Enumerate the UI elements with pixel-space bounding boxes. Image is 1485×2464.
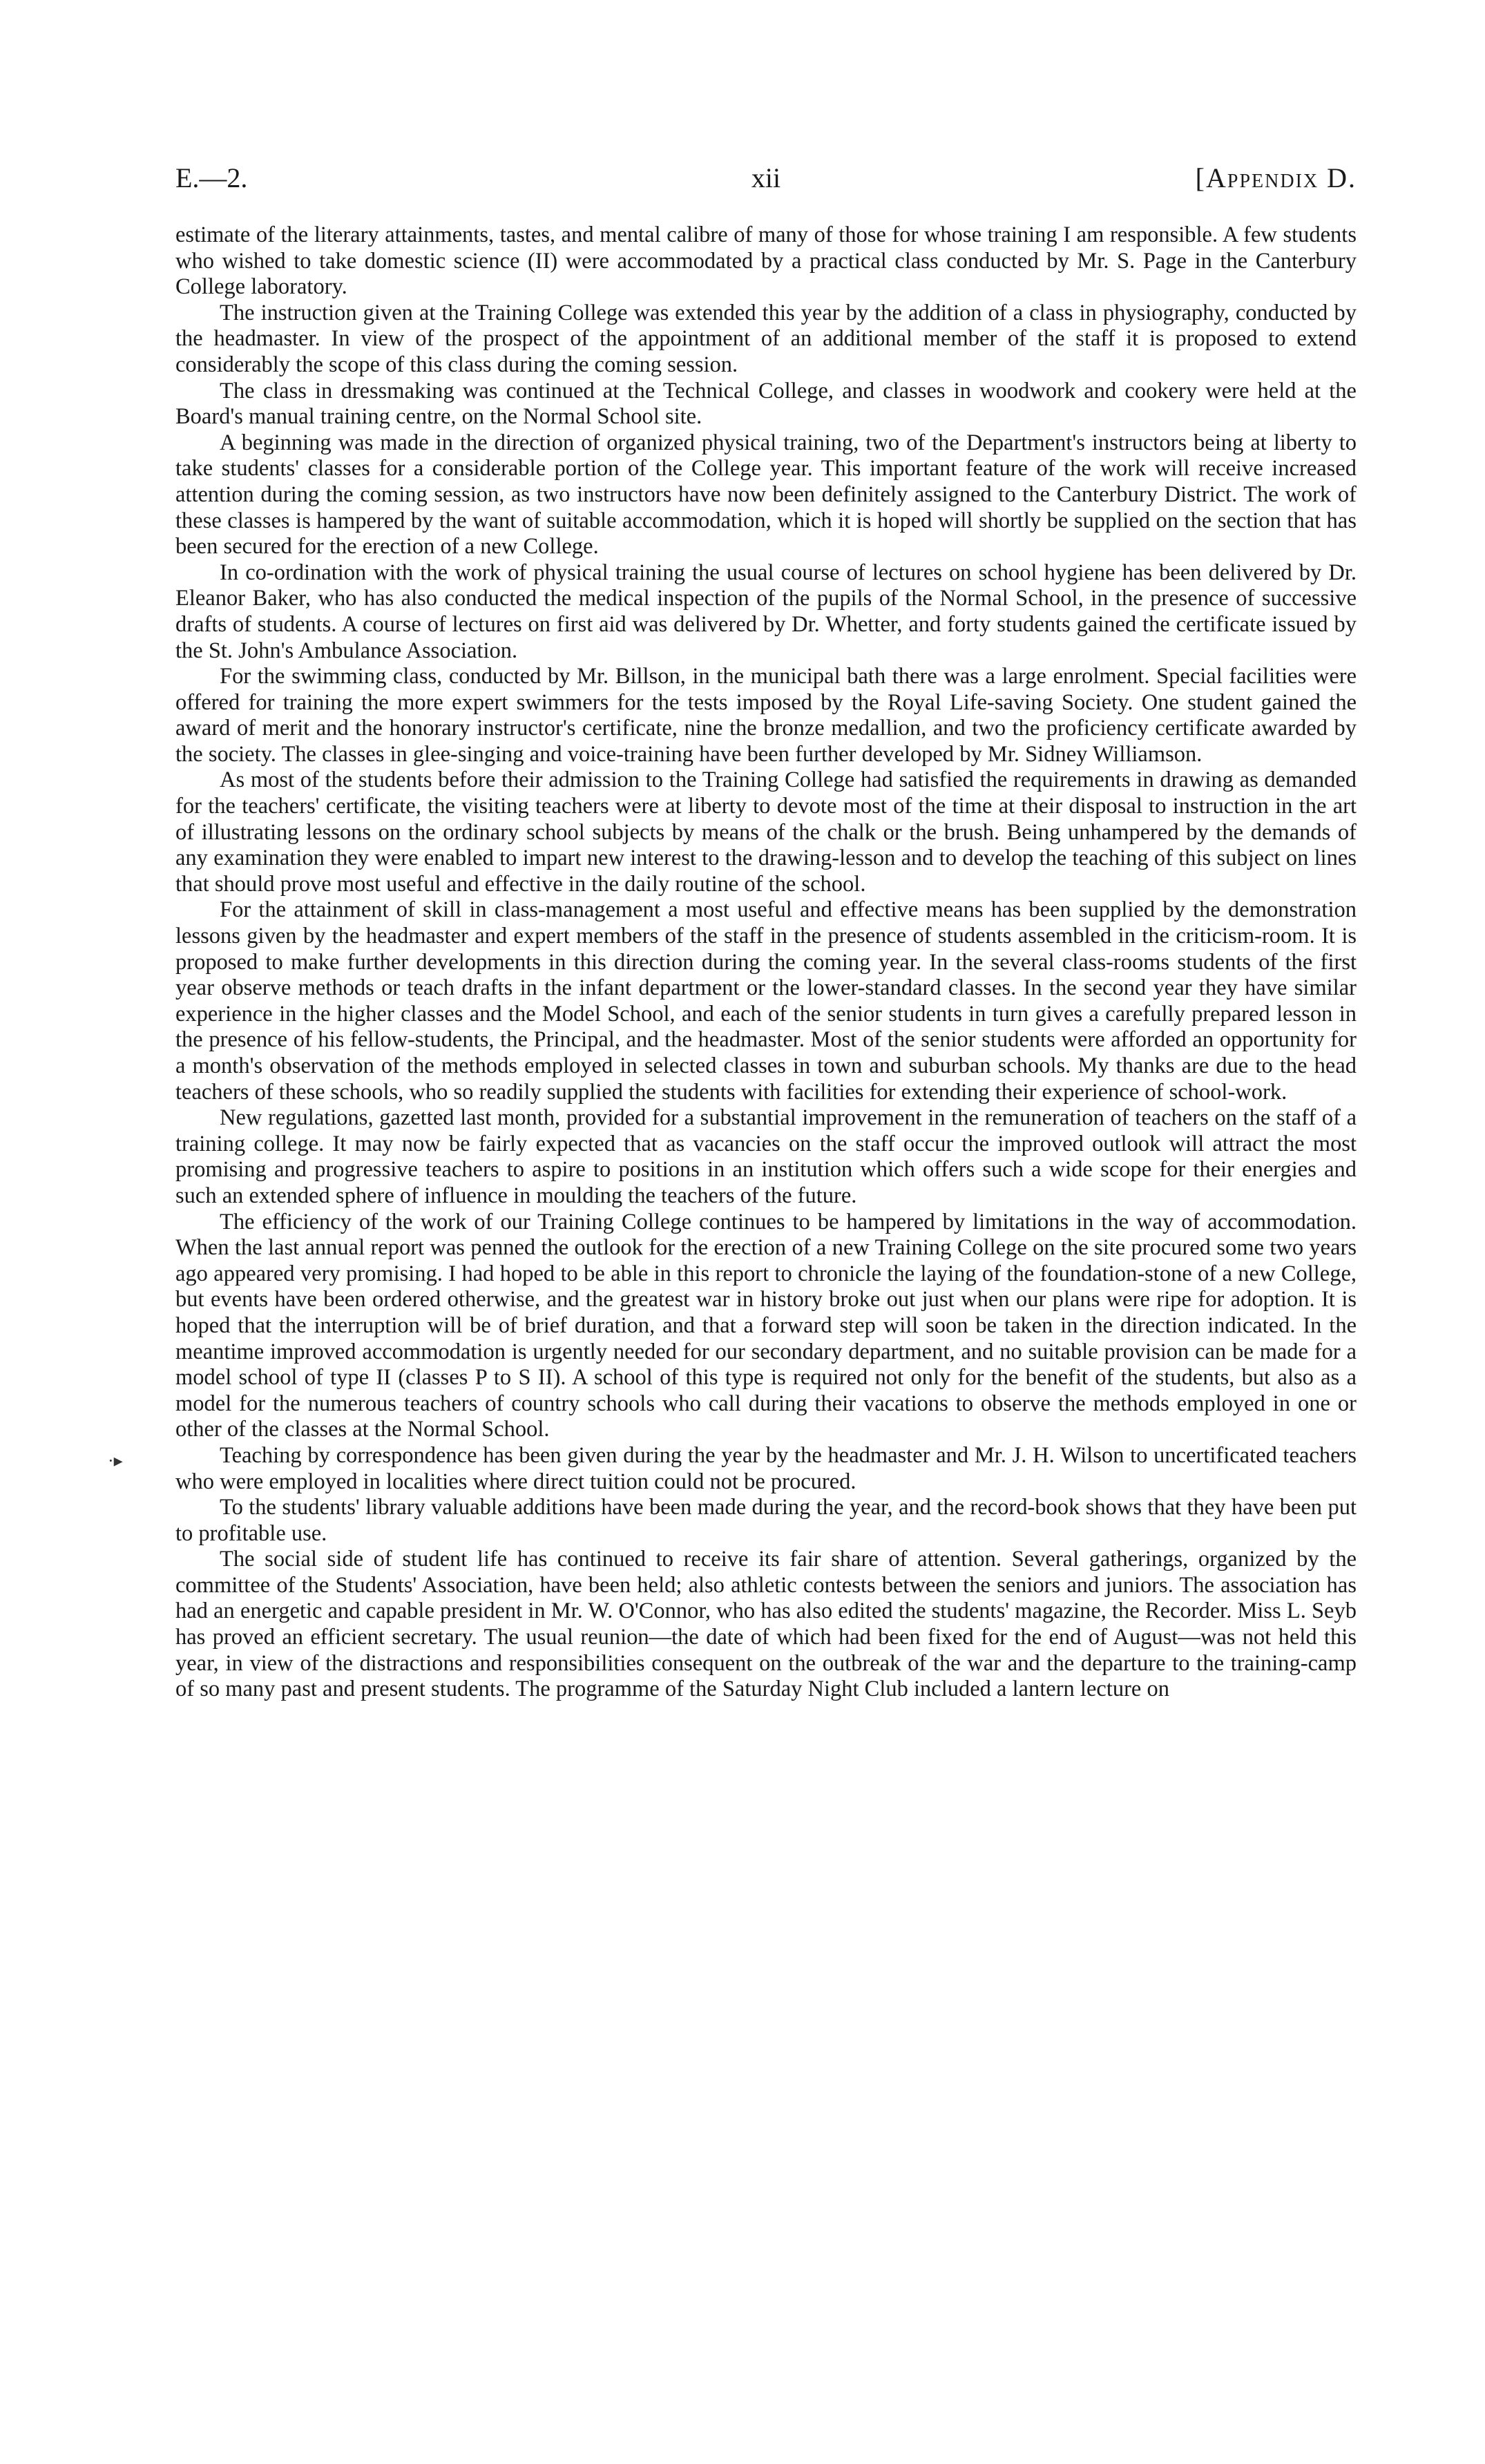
paragraph-drawing: As most of the students before their admission to the Training College had satisfied the requirements in drawing as demanded for the teachers' certificate, the visiting teachers were at liberty to devote most of the time at their disposal to instruction in the art of illustrating lessons on the ordinary school subjects by means of the chalk or the brush. Being unhampered by the demands of any examination they were enabled to impart new interest to the drawing-lesson and to develop the teaching of this subject on lines that should prove most useful and effective in the daily routine of the school. <box>175 767 1357 897</box>
paragraph-physical-training: A beginning was made in the direction of organized physical training, two of the Department's instructors being at liberty to take students' classes for a considerable portion of the College year. This important feature of the work will receive increased attention during the coming session, as two instructors have now been definitely assigned to the Canterbury District. The work of these classes is hampered by the want of suitable accommodation, which it is hoped will shortly be supplied on the section that has been secured for the erection of a new College. <box>175 430 1357 560</box>
paragraph-library: To the students' library valuable additions have been made during the year, and the record-book shows that they have been put to profitable use. <box>175 1495 1357 1546</box>
paragraph-class-management: For the attainment of skill in class-management a most useful and effective means has been supplied by the demonstration lessons given by the headmaster and expert members of the staff in the presence of students assembled in the criticism-room. It is proposed to make further developments in this direction during the coming year. In the several class-rooms students of the first year observe methods or teach drafts in the infant department or the lower-standard classes. In the second year they have similar experience in the higher classes and the Model School, and each of the senior students in turn gives a carefully prepared lesson in the presence of his fellow-students, the Principal, and the headmaster. Most of the senior students were afforded an opportunity for a month's observation of the methods employed in selected classes in town and suburban schools. My thanks are due to the head teachers of these schools, who so readily supplied the students with facilities for extending their experience of school-work. <box>175 897 1357 1105</box>
paragraph-dressmaking: The class in dressmaking was continued at the Technical College, and classes in woodwork and cookery were held at the Board's manual training centre, on the Normal School site. <box>175 378 1357 430</box>
paragraph-hygiene: In co-ordination with the work of physical training the usual course of lectures on school hygiene has been delivered by Dr. Eleanor Baker, who has also conducted the medical inspection of the pupils of the Normal School, in the presence of successive drafts of students. A course of lectures on first aid was delivered by Dr. Whetter, and forty students gained the certificate issued by the St. John's Ambulance Association. <box>175 560 1357 663</box>
paragraph-continued: estimate of the literary attainments, tastes, and mental calibre of many of those for whose training I am responsible. A few students who wished to take domestic science (II) were accommodated by a practical class conducted by Mr. S. Page in the Canterbury College laboratory. <box>175 222 1357 300</box>
paragraph-accommodation: The efficiency of the work of our Training College continues to be hampered by limitations in the way of accommodation. When the last annual report was penned the outlook for the erection of a new Training College on the site procured some two years ago appeared very promising. I had hoped to be able in this report to chronicle the laying of the foundation-stone of a new College, but events have been ordered otherwise, and the greatest war in history broke out just when our plans were ripe for adoption. It is hoped that the interruption will be of brief duration, and that a forward step will soon be taken in the direction indicated. In the meantime improved accommodation is urgently needed for our secondary department, and no suitable provision can be made for a model school of type II (classes P to S II). A school of this type is required not only for the benefit of the students, but also as a model for the numerous teachers of country schools who call during their vacations to observe the methods employed in one or other of the classes at the Normal School. <box>175 1209 1357 1442</box>
paragraph-physiography: The instruction given at the Training College was extended this year by the addition of a class in physiography, conducted by the headmaster. In view of the prospect of the appointment of an additional member of the staff it is proposed to extend considerably the scope of this class during the coming session. <box>175 300 1357 377</box>
running-head <box>175 157 1357 199</box>
paragraph-swimming: For the swimming class, conducted by Mr. Billson, in the municipal bath there was a large enrolment. Special facilities were offered for training the more expert swimmers for the tests imposed by the Royal Life-saving Society. One student gained the award of merit and the honorary instructor's certificate, nine the bronze medallion, and two the proficiency certificate awarded by the society. The classes in glee-singing and voice-training have been further developed by Mr. Sidney Williamson. <box>175 664 1357 767</box>
margin-mark: ·▸ <box>108 1451 123 1471</box>
page-number: xii <box>751 162 781 193</box>
appendix-label: [Appendix D. <box>1195 162 1357 193</box>
body-text <box>175 222 1357 1703</box>
paragraph-correspondence: Teaching by correspondence has been given during the year by the headmaster and Mr. J. H. Wilson to uncertificated teachers who were employed in localities where direct tuition could not be procured. <box>175 1442 1357 1494</box>
paragraph-social: The social side of student life has continued to receive its fair share of attention. Several gatherings, organized by the committee of the Students' Association, have been held; also athletic contests between the seniors and juniors. The association has had an energetic and capable president in Mr. W. O'Connor, who has also edited the students' magazine, the Recorder. Miss L. Seyb has proved an efficient secretary. The usual reunion—the date of which had been fixed for the end of August—was not held this year, in view of the distractions and responsibilities consequent on the outbreak of the war and the departure to the training-camp of so many past and present students. The programme of the Saturday Night Club included a lantern lecture on <box>175 1547 1357 1702</box>
header-reference: E.—2. <box>175 162 248 193</box>
paragraph-regulations: New regulations, gazetted last month, provided for a substantial improvement in the remuneration of teachers on the staff of a training college. It may now be fairly expected that as vacancies on the staff occur the improved outlook will attract the most promising and progressive teachers to aspire to positions in an institution which offers such a wide scope for their energies and such an extended sphere of influence in moulding the teachers of the future. <box>175 1105 1357 1208</box>
